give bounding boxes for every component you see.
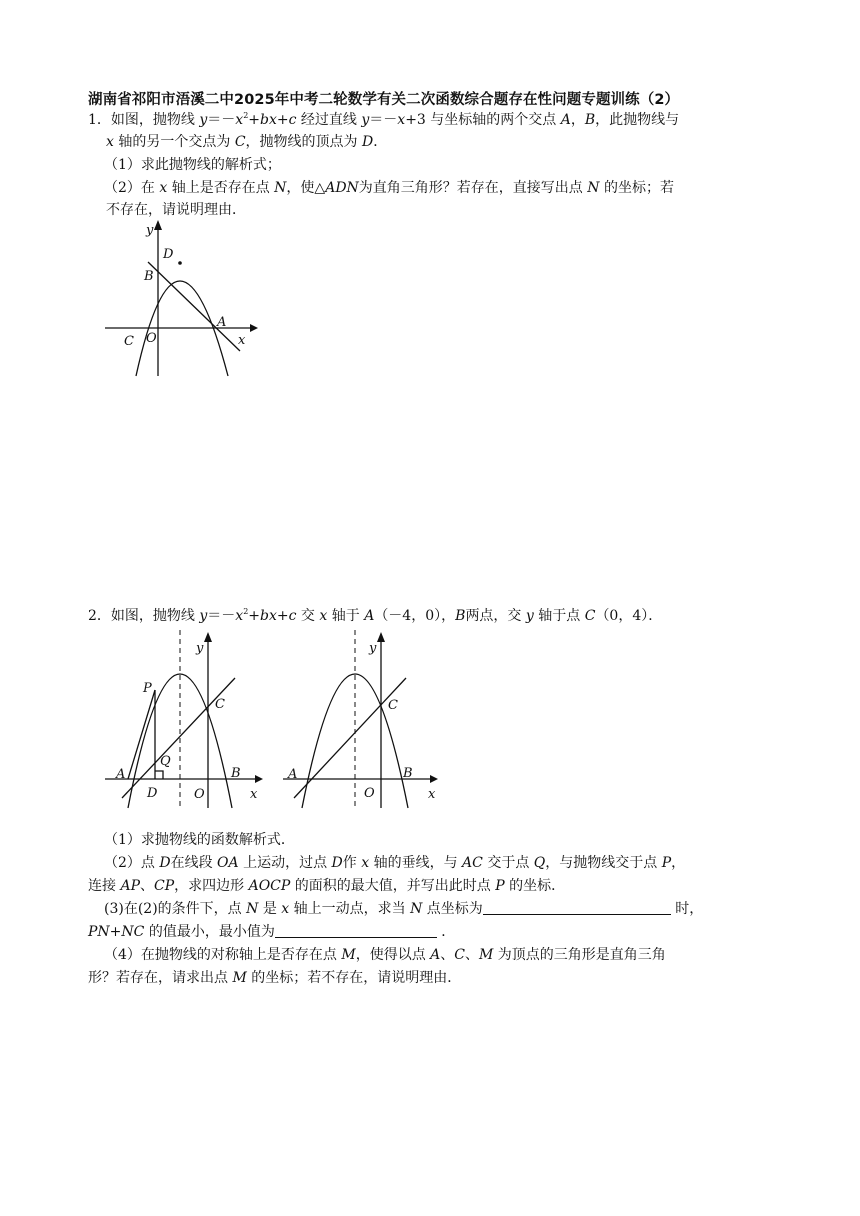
q2f1-label-B: B — [231, 766, 241, 781]
q1-number: 1． — [88, 112, 111, 128]
q2f1-label-D: D — [147, 786, 158, 801]
q2f2-label-B: B — [403, 766, 413, 781]
q2-figure-1 — [100, 630, 270, 810]
q2f1-label-A: A — [116, 767, 126, 782]
q1-label-O: O — [146, 331, 157, 346]
q2-number: 2． — [88, 608, 111, 624]
q2f2-label-O: O — [364, 786, 375, 801]
q2f1-label-P: P — [143, 681, 152, 696]
q2-answer-blank-min[interactable] — [275, 923, 437, 938]
q2f1-label-x: x — [250, 787, 258, 802]
q1-line-1: 1．如图，抛物线 $y=-x^2+bx+c$ 经过直线 y＝－x+3 与坐标轴的两个交点 A，B，此抛物线与 — [88, 111, 680, 128]
q2f1-label-O: O — [194, 787, 205, 802]
q1-part-2-cont: 不存在，请说明理由． — [106, 202, 246, 218]
q1-label-y: y — [146, 223, 154, 238]
q2-part-3: (3)在(2)的条件下，点 N 是 x 轴上一动点，求当 N 点坐标为 时， — [104, 901, 704, 917]
q2f2-line-ac — [294, 678, 406, 798]
q2-answer-blank-coordinate[interactable] — [483, 900, 671, 915]
q1-part-1: （1）求此抛物线的解析式； — [104, 157, 281, 173]
q2f2-label-y: y — [369, 641, 377, 656]
q2f1-line-ac — [122, 678, 235, 798]
q1-vertex-dot — [178, 261, 182, 265]
q2f2-label-C: C — [388, 698, 398, 713]
q2-part-2-cont: 连接 AP、CP，求四边形 AOCP 的面积的最大值，并写出此时点 P 的坐标． — [88, 878, 566, 894]
q1-label-C: C — [124, 334, 134, 349]
q2f2-label-x: x — [428, 787, 436, 802]
q2f1-right-angle — [155, 771, 163, 779]
q2-part-2: （2）点 D在线段 OA 上运动，过点 D作 x 轴的垂线，与 AC 交于点 Q，与抛物线交于点 P， — [104, 855, 686, 871]
page-title: 湖南省祁阳市浯溪二中2025年中考二轮数学有关二次函数综合题存在性问题专题训练（2） — [88, 92, 680, 108]
q1-label-D: D — [163, 247, 174, 262]
q2-part-4-cont: 形？若存在，请求出点 M 的坐标；若不存在，请说明理由． — [88, 970, 462, 986]
q1-label-B: B — [144, 269, 154, 284]
q2f1-label-Q: Q — [160, 754, 171, 769]
q1-figure — [100, 218, 270, 378]
q2-part-1: （1）求抛物线的函数解析式． — [104, 832, 295, 848]
q2f1-segment-ap — [128, 690, 155, 779]
q2-part-4: （4）在抛物线的对称轴上是否存在点 M，使得以点 A、C、M 为顶点的三角形是直角三角 — [104, 947, 666, 963]
q1-line-ab — [148, 262, 240, 351]
q2-part-3-cont: PN+NC 的值最小，最小值为 ． — [88, 924, 456, 940]
q2-figure-2 — [278, 630, 448, 810]
q2f1-x-arrow — [255, 775, 263, 783]
q2f2-label-A: A — [288, 767, 298, 782]
q1-y-arrow — [154, 220, 162, 230]
q2f1-y-arrow — [204, 632, 212, 642]
q1-x-arrow — [250, 324, 258, 332]
q2f2-y-arrow — [377, 632, 385, 642]
q1-line-2: x 轴的另一个交点为 C，抛物线的顶点为 D． — [106, 134, 388, 150]
q2f1-label-C: C — [215, 697, 225, 712]
q2f2-x-arrow — [430, 775, 438, 783]
q2f1-label-y: y — [196, 641, 204, 656]
q1-part-2: （2）在 x 轴上是否存在点 N，使△ADN为直角三角形？若存在，直接写出点 N 的坐标；若 — [104, 180, 674, 196]
q2-line-1: 2．如图，抛物线 $y=-x^2+bx+c$ 交 x 轴于 A（－4，0），B两点，交 y 轴于点 C（0，4）． — [88, 607, 663, 624]
q1-label-A: A — [217, 315, 227, 330]
q1-label-x: x — [238, 333, 246, 348]
